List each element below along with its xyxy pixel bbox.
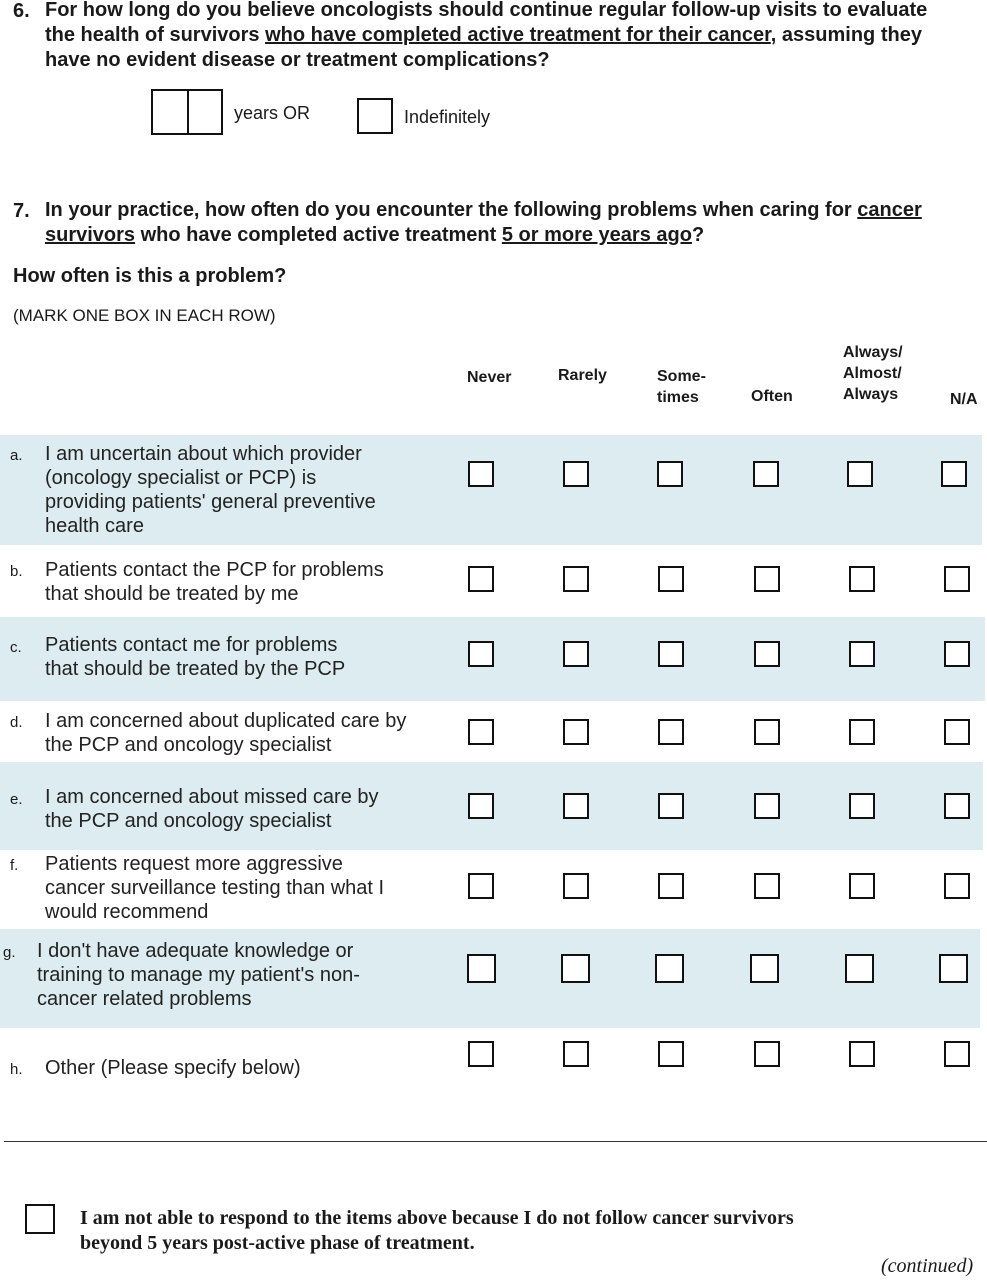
continued-note: (continued) <box>881 1255 974 1277</box>
row-g-never-checkbox[interactable] <box>467 954 496 983</box>
indefinitely-checkbox[interactable] <box>357 98 393 134</box>
column-header-always <box>843 342 903 405</box>
row-c-line: Patients contact me for problems <box>45 634 338 656</box>
q6-text-underlined: who have completed active treatment for their cancer <box>265 24 771 46</box>
row-f-line: would recommend <box>45 901 209 923</box>
years-box-divider <box>187 91 189 133</box>
not-able-to-respond-statement <box>80 1206 794 1256</box>
row-h-always-checkbox[interactable] <box>849 1041 875 1067</box>
row-a-line: (oncology specialist or PCP) is <box>45 467 317 489</box>
row-g-line: training to manage my patient's non- <box>37 964 360 986</box>
row-a-sometimes-checkbox[interactable] <box>657 461 683 487</box>
row-c-label: c. <box>10 639 22 656</box>
column-header-often: Often <box>751 388 793 405</box>
row-d-sometimes-checkbox[interactable] <box>658 719 684 745</box>
row-f-always-checkbox[interactable] <box>849 873 875 899</box>
row-h-never-checkbox[interactable] <box>468 1041 494 1067</box>
column-header-na: N/A <box>950 391 978 408</box>
row-a-line: I am uncertain about which provider <box>45 443 362 465</box>
row-c-always-checkbox[interactable] <box>849 641 875 667</box>
row-d-rarely-checkbox[interactable] <box>563 719 589 745</box>
column-header-always-line3: Always <box>843 386 899 403</box>
row-h-often-checkbox[interactable] <box>754 1041 780 1067</box>
row-a-na-checkbox[interactable] <box>941 461 967 487</box>
row-e-rarely-checkbox[interactable] <box>563 793 589 819</box>
row-h-na-checkbox[interactable] <box>944 1041 970 1067</box>
row-c-never-checkbox[interactable] <box>468 641 494 667</box>
row-a-line: providing patients' general preventive <box>45 491 376 513</box>
q7-instruction: (MARK ONE BOX IN EACH ROW) <box>13 306 276 325</box>
row-d-often-checkbox[interactable] <box>754 719 780 745</box>
row-h-sometimes-checkbox[interactable] <box>658 1041 684 1067</box>
row-d-line: I am concerned about duplicated care by <box>45 710 407 732</box>
row-a-label: a. <box>10 447 23 464</box>
q6-text-part2: , assuming they have no evident disease or treatment complications? <box>45 24 922 71</box>
row-d-label: d. <box>10 714 23 731</box>
row-b-always-checkbox[interactable] <box>849 566 875 592</box>
row-d-text <box>45 709 406 757</box>
row-g-always-checkbox[interactable] <box>845 954 874 983</box>
row-g-line: I don't have adequate knowledge or <box>37 940 354 962</box>
row-f-label: f. <box>10 857 19 874</box>
column-header-never: Never <box>467 369 512 386</box>
row-e-text <box>45 785 379 833</box>
row-f-never-checkbox[interactable] <box>468 873 494 899</box>
row-a-always-checkbox[interactable] <box>847 461 873 487</box>
row-a-line: health care <box>45 515 144 537</box>
row-f-line: cancer surveillance testing than what I <box>45 877 385 899</box>
row-e-line: the PCP and oncology specialist <box>45 810 332 832</box>
row-f-na-checkbox[interactable] <box>944 873 970 899</box>
column-header-sometimes-line1: Some- <box>657 368 706 385</box>
row-c-line: that should be treated by the PCP <box>45 658 346 680</box>
row-b-never-checkbox[interactable] <box>468 566 494 592</box>
row-h-text <box>45 1056 301 1080</box>
q6-number: 6. <box>13 0 30 22</box>
column-header-sometimes <box>657 366 706 408</box>
row-h-rarely-checkbox[interactable] <box>563 1041 589 1067</box>
q6-question-text <box>45 0 945 73</box>
indefinitely-label: Indefinitely <box>404 107 491 127</box>
row-g-text <box>37 939 360 1011</box>
column-header-always-line2: Almost/ <box>843 365 902 382</box>
row-f-sometimes-checkbox[interactable] <box>658 873 684 899</box>
row-b-na-checkbox[interactable] <box>944 566 970 592</box>
row-g-sometimes-checkbox[interactable] <box>655 954 684 983</box>
row-b-text <box>45 558 384 606</box>
row-a-text <box>45 442 376 538</box>
row-b-often-checkbox[interactable] <box>754 566 780 592</box>
row-e-na-checkbox[interactable] <box>944 793 970 819</box>
column-header-rarely: Rarely <box>558 367 607 384</box>
row-c-often-checkbox[interactable] <box>754 641 780 667</box>
row-b-label: b. <box>10 563 23 580</box>
statement-line2: beyond 5 years post-active phase of treatment. <box>80 1232 475 1254</box>
row-c-rarely-checkbox[interactable] <box>563 641 589 667</box>
row-b-line: Patients contact the PCP for problems <box>45 559 384 581</box>
row-e-line: I am concerned about missed care by <box>45 786 379 808</box>
row-h-label: h. <box>10 1061 23 1078</box>
row-e-label: e. <box>10 791 23 808</box>
row-g-rarely-checkbox[interactable] <box>561 954 590 983</box>
row-f-often-checkbox[interactable] <box>754 873 780 899</box>
row-c-text <box>45 633 345 681</box>
row-e-sometimes-checkbox[interactable] <box>658 793 684 819</box>
row-a-rarely-checkbox[interactable] <box>563 461 589 487</box>
q7-number: 7. <box>13 200 30 222</box>
column-header-sometimes-line2: times <box>657 389 699 406</box>
q6-text-part1: For how long do you believe oncologists should continue regular follow-up visits to evaluate the health of survivors <box>45 0 928 46</box>
q7-text-underlined2: 5 or more years ago <box>501 224 692 246</box>
row-g-often-checkbox[interactable] <box>750 954 779 983</box>
row-a-never-checkbox[interactable] <box>468 461 494 487</box>
row-d-na-checkbox[interactable] <box>944 719 970 745</box>
row-d-always-checkbox[interactable] <box>849 719 875 745</box>
row-c-na-checkbox[interactable] <box>944 641 970 667</box>
row-f-rarely-checkbox[interactable] <box>563 873 589 899</box>
row-b-rarely-checkbox[interactable] <box>563 566 589 592</box>
row-b-line: that should be treated by me <box>45 583 299 605</box>
q7-text-underlined1: cancer survivors <box>45 199 922 246</box>
row-e-never-checkbox[interactable] <box>468 793 494 819</box>
row-d-line: the PCP and oncology specialist <box>45 734 332 756</box>
row-b-sometimes-checkbox[interactable] <box>658 566 684 592</box>
q7-subheading: How often is this a problem? <box>13 265 287 287</box>
column-header-always-line1: Always/ <box>843 344 903 361</box>
row-a-often-checkbox[interactable] <box>753 461 779 487</box>
other-specify-line[interactable] <box>4 1141 987 1142</box>
statement-line1: I am not able to respond to the items above because I do not follow cancer survivors <box>80 1207 794 1229</box>
q7-text-part2: who have completed active treatment <box>135 224 502 246</box>
row-d-never-checkbox[interactable] <box>468 719 494 745</box>
row-g-label: g. <box>3 944 16 961</box>
row-h-line: Other (Please specify below) <box>45 1057 301 1079</box>
years-label: years OR <box>234 103 311 123</box>
row-c-sometimes-checkbox[interactable] <box>658 641 684 667</box>
q7-text-part3: ? <box>691 224 705 246</box>
row-g-line: cancer related problems <box>37 988 252 1010</box>
q7-question-text <box>45 198 970 248</box>
row-e-often-checkbox[interactable] <box>754 793 780 819</box>
row-f-text <box>45 852 384 924</box>
not-able-to-respond-checkbox[interactable] <box>25 1204 55 1234</box>
years-input-box[interactable] <box>151 89 223 135</box>
row-f-line: Patients request more aggressive <box>45 853 343 875</box>
row-g-na-checkbox[interactable] <box>939 954 968 983</box>
row-e-always-checkbox[interactable] <box>849 793 875 819</box>
q7-text-part1: In your practice, how often do you encounter the following problems when caring for <box>45 199 858 221</box>
